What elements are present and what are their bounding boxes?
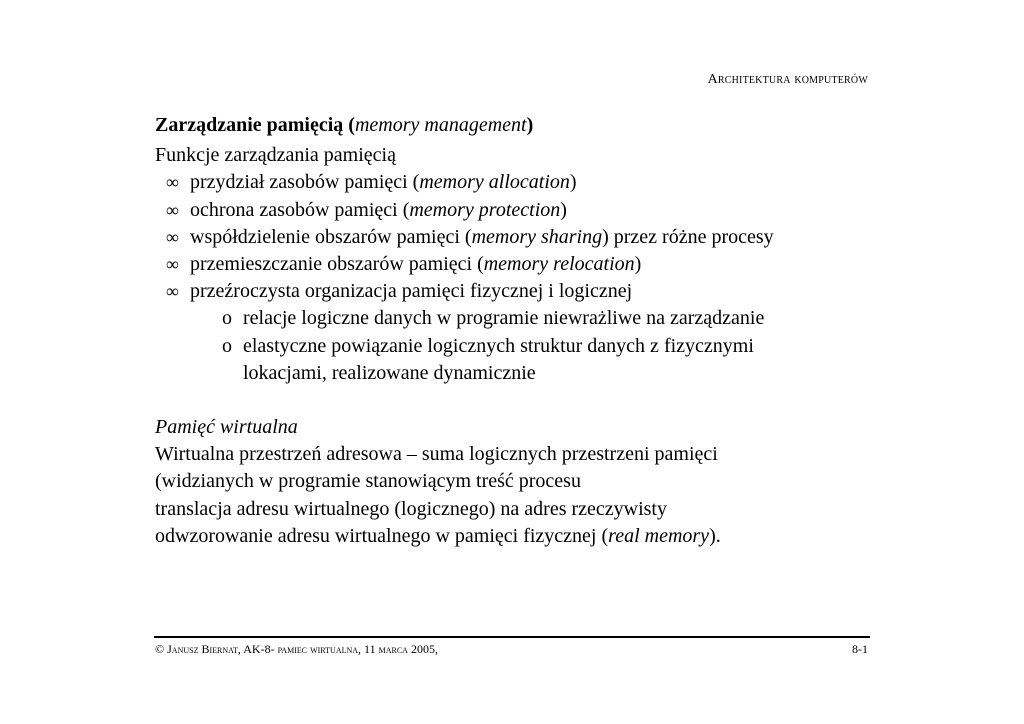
page-number: 8-1 [852,642,868,656]
footer-divider [154,636,870,638]
sub-bullet-text: elastyczne powiązanie logicznych struktur danych z fizycznymi [243,334,754,357]
paragraph-term: real memory [608,524,710,547]
slide-body [155,112,875,550]
heading-text: Zarządzanie pamięcią ( [155,114,355,136]
bullet-text: przeźroczysta organizacja pamięci fizycznej i logicznej [190,280,633,303]
footer-left [155,642,438,657]
footer-doc-code: , AK-8- [237,642,278,656]
bullet-item [155,251,875,278]
infinity-bullet-icon: ∞ [166,226,179,247]
bullet-term: memory allocation [419,171,570,194]
paragraph-text-end: ). [709,524,721,547]
paragraph-line: (widzianych w programie stanowiącym treść procesu [155,470,581,493]
infinity-bullet-icon: ∞ [166,254,179,275]
bullet-text: przydział zasobów pamięci ( [190,171,420,194]
circle-bullet-icon: o [222,334,232,357]
sub-bullet-continuation: lokacjami, realizowane dynamicznie [243,361,536,384]
sub-bullet-item [155,305,875,332]
paragraph-line: Wirtualna przestrzeń adresowa – suma logicznych przestrzeni pamięci [155,443,718,466]
heading-english-term: memory management [354,114,527,136]
heading-close: ) [526,114,534,136]
paragraph-line [155,523,875,550]
bullet-term: memory relocation [483,253,635,276]
bullet-text-end: ) przez różne procesy [602,225,774,248]
paragraph-line: translacja adresu wirtualnego (logicznego) na adres rzeczywisty [155,497,667,520]
sub-bullet-text: relacje logiczne danych w programie niewrażliwe na zarządzanie [243,307,765,330]
footer-author: Janusz Biernat [167,642,238,656]
bullet-text: ochrona zasobów pamięci ( [190,198,410,221]
bullet-item [155,224,875,251]
bullet-text-end: ) [560,198,567,221]
section-heading [155,112,875,139]
paragraph-gap [155,387,875,414]
copyright-sign: © [155,642,168,656]
bullet-text: współdzielenie obszarów pamięci ( [190,225,472,248]
bullet-text: przemieszczanie obszarów pamięci ( [190,253,484,276]
circle-bullet-icon: o [222,307,232,330]
footer-date-year: 2005, [407,642,438,656]
infinity-bullet-icon: ∞ [166,172,179,193]
functions-label: Funkcje zarządzania pamięcią [155,144,396,167]
bullet-item [155,197,875,224]
infinity-bullet-icon: ∞ [166,281,179,302]
footer-date-day: , 11 [358,642,379,656]
running-header: Architektura komputerów [707,72,868,87]
virtual-memory-title-text: Pamięć wirtualna [155,416,298,439]
footer-doc-title: pamiec wirtualna [277,642,359,656]
bullet-item [155,278,875,305]
virtual-memory-title [155,414,875,441]
bullet-item [155,169,875,196]
bullet-text-end: ) [569,171,577,194]
footer-date-month: marca [378,642,408,656]
bullet-term: memory sharing [471,225,603,248]
bullet-text-end: ) [634,253,642,276]
sub-bullet-item [155,333,875,360]
paragraph-text: odwzorowanie adresu wirtualnego w pamięci fizycznej ( [155,524,609,547]
bullet-term: memory protection [409,198,561,221]
infinity-bullet-icon: ∞ [166,199,179,220]
